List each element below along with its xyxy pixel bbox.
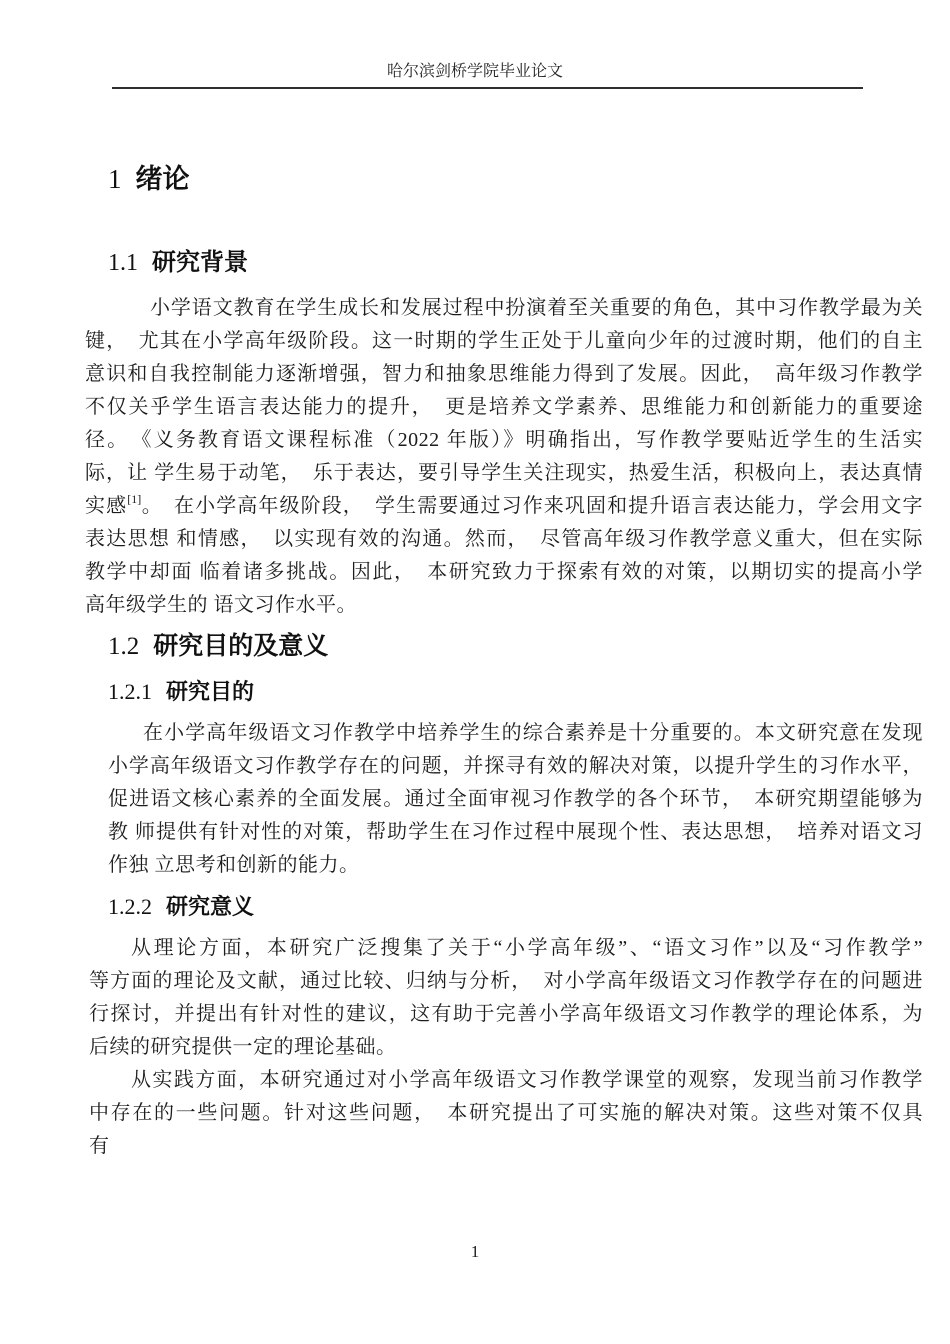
section-heading-1-2 (108, 631, 923, 662)
body-line: 有 (89, 1135, 110, 1157)
subsection-number: 1.2.1 (108, 679, 152, 704)
section-number: 1.2 (108, 633, 140, 660)
body-line: 等方面的理论及文献，通过比较、归纳与分析， 对小学高年级语文习作教学存在的问题进 (89, 970, 923, 992)
section-title: 研究背景 (152, 249, 248, 276)
body-line: 教 师提供有针对性的对策，帮助学生在习作过程中展现个性、表达思想， 培养对语文习 (108, 821, 923, 843)
body-line: 小学高年级语文习作教学存在的问题，并探寻有效的解决对策，以提升学生的习作水平， (108, 755, 923, 777)
body-line: 键， 尤其在小学高年级阶段。这一时期的学生正处于儿童向少年的过渡时期，他们的自主 (85, 330, 923, 352)
body-line: 意识和自我控制能力逐渐增强，智力和抽象思维能力得到了发展。因此， 高年级习作教学 (85, 363, 923, 385)
page-number: 1 (470, 1242, 480, 1261)
page-content (85, 163, 923, 1163)
running-header: 哈尔滨剑桥学院毕业论文 (386, 63, 563, 80)
subsection-heading-1-2-2 (108, 894, 923, 920)
paragraph-significance-practice (89, 1064, 923, 1163)
subsection-title: 研究目的 (166, 679, 255, 704)
body-line: 表达思想 和情感， 以实现有效的沟通。然而， 尽管高年级习作教学意义重大，但在实际 (85, 528, 923, 550)
body-line: 在小学高年级语文习作教学中培养学生的综合素养是十分重要的。本文研究意在发现 (143, 722, 923, 744)
body-line: 径。 《义务教育语文课程标准（2022 年版）》明确指出，写作教学要贴近学生的生活实 (85, 429, 923, 451)
citation-ref: [1] (127, 492, 142, 506)
section-number: 1.1 (108, 250, 138, 276)
body-line: 促进语文核心素养的全面发展。通过全面审视习作教学的各个环节， 本研究期望能够为 (108, 788, 923, 810)
subsection-number: 1.2.2 (108, 894, 152, 919)
body-line: 中存在的一些问题。针对这些问题， 本研究提出了可实施的解决对策。这些对策不仅具 (89, 1102, 923, 1124)
body-line: 际，让 学生易于动笔， 乐于表达，要引导学生关注现实，热爱生活，积极向上，表达真情 (85, 462, 923, 484)
body-line: 高年级学生的 语文习作水平。 (85, 594, 357, 616)
paragraph-significance-theory (89, 932, 923, 1064)
body-line: 教学中却面 临着诸多挑战。因此， 本研究致力于探索有效的对策，以期切实的提高小学 (85, 561, 923, 583)
subsection-title: 研究意义 (166, 894, 255, 919)
body-line: 从理论方面，本研究广泛搜集了关于“小学高年级”、“语文习作”以及“习作教学” (131, 937, 923, 959)
body-line: 小学语文教育在学生成长和发展过程中扮演着至关重要的角色，其中习作教学最为关 (150, 297, 923, 319)
paragraph-background (85, 292, 923, 622)
body-line: 行探讨，并提出有针对性的建议，这有助于完善小学高年级语文习作教学的理论体系，为 (89, 1003, 923, 1025)
body-line: 作独 立思考和创新的能力。 (108, 854, 360, 876)
section-title: 研究目的及意义 (153, 632, 329, 660)
section-heading-1-1 (108, 248, 923, 278)
chapter-number: 1 (108, 164, 122, 194)
paragraph-purpose (108, 717, 923, 882)
body-line: 不仅关乎学生语言表达能力的提升， 更是培养文学素养、思维能力和创新能力的重要途 (85, 396, 923, 418)
citation-post-text: 。 在小学高年级阶段， 学生需要通过习作来巩固和提升语言表达能力，学会用文字 (141, 495, 924, 517)
body-line-with-citation (85, 490, 923, 523)
chapter-heading (108, 163, 923, 196)
header-rule (112, 87, 863, 89)
chapter-title: 绪论 (135, 164, 190, 194)
body-line: 后续的研究提供一定的理论基础。 (89, 1036, 397, 1058)
subsection-heading-1-2-1 (108, 679, 923, 705)
body-line: 从实践方面，本研究通过对小学高年级语文习作教学课堂的观察，发现当前习作教学 (131, 1069, 923, 1091)
citation-pre-text: 实感 (85, 495, 128, 517)
